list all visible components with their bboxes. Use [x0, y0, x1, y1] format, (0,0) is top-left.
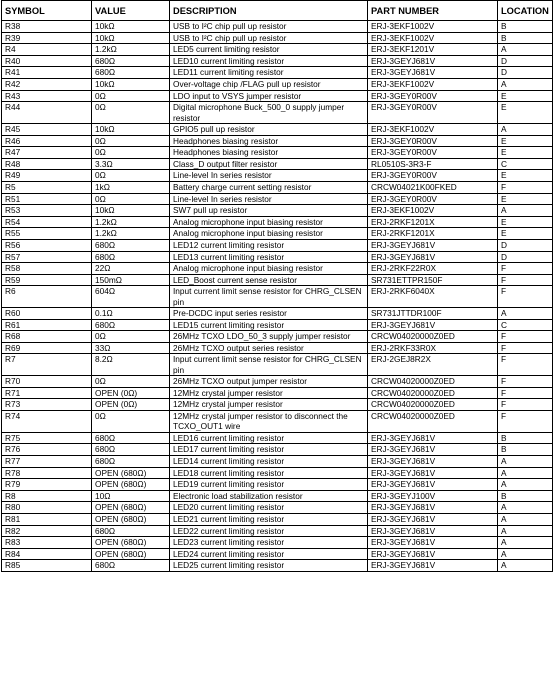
table-row — [2, 181, 553, 193]
bill-of-materials-table — [1, 0, 553, 572]
table-body — [2, 21, 553, 572]
part-number-cell: ERJ-3GEYJ681V — [368, 467, 498, 479]
value-cell: 0Ω — [92, 411, 170, 433]
location-cell: D — [498, 251, 553, 263]
description-cell: LED24 current limiting resistor — [170, 548, 368, 560]
location-cell: E — [498, 90, 553, 102]
part-number-cell: ERJ-3GEYJ681V — [368, 432, 498, 444]
table-row — [2, 560, 553, 572]
value-cell: 0.1Ω — [92, 308, 170, 320]
symbol-cell: R43 — [2, 90, 92, 102]
value-cell: OPEN (680Ω) — [92, 514, 170, 526]
part-number-cell: ERJ-2RKF6040X — [368, 286, 498, 308]
symbol-cell: R48 — [2, 158, 92, 170]
description-cell: 12MHz crystal jumper resistor — [170, 399, 368, 411]
description-cell: 26MHz TCXO output series resistor — [170, 342, 368, 354]
location-cell: F — [498, 387, 553, 399]
location-cell: E — [498, 170, 553, 182]
table-row — [2, 286, 553, 308]
table-row — [2, 102, 553, 124]
symbol-cell: R8 — [2, 490, 92, 502]
value-cell: 8.2Ω — [92, 354, 170, 376]
description-cell: SW7 pull up resistor — [170, 205, 368, 217]
symbol-cell: R79 — [2, 479, 92, 491]
description-cell: LED18 current limiting resistor — [170, 467, 368, 479]
description-cell: LED10 current limiting resistor — [170, 55, 368, 67]
description-cell: Battery charge current setting resistor — [170, 181, 368, 193]
value-cell: 10kΩ — [92, 205, 170, 217]
location-cell: A — [498, 537, 553, 549]
value-cell: 0Ω — [92, 331, 170, 343]
description-cell: Analog microphone input biasing resistor — [170, 263, 368, 275]
table-row — [2, 170, 553, 182]
description-cell: LED20 current limiting resistor — [170, 502, 368, 514]
description-cell: USB to I²C chip pull up resistor — [170, 21, 368, 33]
table-row — [2, 331, 553, 343]
description-cell: Electronic load stabilization resistor — [170, 490, 368, 502]
symbol-cell: R76 — [2, 444, 92, 456]
value-cell: 604Ω — [92, 286, 170, 308]
part-number-cell: ERJ-3GEYJ681V — [368, 319, 498, 331]
description-cell: 26MHz TCXO output jumper resistor — [170, 376, 368, 388]
symbol-cell: R54 — [2, 216, 92, 228]
description-cell: 12MHz crystal jumper resistor — [170, 387, 368, 399]
location-cell: F — [498, 331, 553, 343]
location-cell: A — [498, 479, 553, 491]
table-row — [2, 456, 553, 468]
value-cell: 10kΩ — [92, 21, 170, 33]
table-row — [2, 411, 553, 433]
location-cell: D — [498, 67, 553, 79]
table-header-row — [2, 1, 553, 21]
table-row — [2, 537, 553, 549]
table-row — [2, 251, 553, 263]
description-cell: Pre-DCDC input series resistor — [170, 308, 368, 320]
location-cell: E — [498, 147, 553, 159]
value-cell: 150mΩ — [92, 274, 170, 286]
symbol-cell: R58 — [2, 263, 92, 275]
table-row — [2, 274, 553, 286]
description-cell: Headphones biasing resistor — [170, 135, 368, 147]
location-cell: C — [498, 158, 553, 170]
symbol-cell: R39 — [2, 32, 92, 44]
symbol-cell: R40 — [2, 55, 92, 67]
value-cell: OPEN (680Ω) — [92, 479, 170, 491]
part-number-cell: ERJ-2RKF33R0X — [368, 342, 498, 354]
location-cell: A — [498, 525, 553, 537]
location-cell: A — [498, 78, 553, 90]
table-row — [2, 490, 553, 502]
column-header-location: LOCATION — [498, 1, 553, 21]
table-row — [2, 467, 553, 479]
table-row — [2, 342, 553, 354]
value-cell: 680Ω — [92, 560, 170, 572]
symbol-cell: R78 — [2, 467, 92, 479]
value-cell: 0Ω — [92, 376, 170, 388]
part-number-cell: ERJ-3EKF1002V — [368, 205, 498, 217]
description-cell: LED11 current limiting resistor — [170, 67, 368, 79]
location-cell: A — [498, 560, 553, 572]
description-cell: Input current limit sense resistor for CHRG_CLSEN pin — [170, 354, 368, 376]
value-cell: 0Ω — [92, 193, 170, 205]
symbol-cell: R61 — [2, 319, 92, 331]
part-number-cell: ERJ-3GEYJ681V — [368, 239, 498, 251]
part-number-cell: ERJ-3GEYJ681V — [368, 479, 498, 491]
symbol-cell: R59 — [2, 274, 92, 286]
part-number-cell: ERJ-2RKF1201X — [368, 228, 498, 240]
value-cell: 1.2kΩ — [92, 228, 170, 240]
symbol-cell: R49 — [2, 170, 92, 182]
symbol-cell: R46 — [2, 135, 92, 147]
location-cell: A — [498, 502, 553, 514]
value-cell: OPEN (680Ω) — [92, 548, 170, 560]
table-row — [2, 158, 553, 170]
description-cell: LED17 current limiting resistor — [170, 444, 368, 456]
part-number-cell: CRCW04020000Z0ED — [368, 331, 498, 343]
table-row — [2, 308, 553, 320]
symbol-cell: R6 — [2, 286, 92, 308]
value-cell: 0Ω — [92, 170, 170, 182]
location-cell: E — [498, 193, 553, 205]
description-cell: LED_Boost current sense resistor — [170, 274, 368, 286]
part-number-cell: CRCW04020000Z0ED — [368, 376, 498, 388]
symbol-cell: R53 — [2, 205, 92, 217]
description-cell: Analog microphone input biasing resistor — [170, 216, 368, 228]
value-cell: 680Ω — [92, 239, 170, 251]
value-cell: 0Ω — [92, 90, 170, 102]
description-cell: Digital microphone Buck_500_0 supply jumper resistor — [170, 102, 368, 124]
part-number-cell: ERJ-3GEYJ681V — [368, 514, 498, 526]
location-cell: E — [498, 135, 553, 147]
description-cell: Analog microphone input biasing resistor — [170, 228, 368, 240]
part-number-cell: ERJ-3GEY0R00V — [368, 90, 498, 102]
value-cell: 10kΩ — [92, 78, 170, 90]
location-cell: F — [498, 354, 553, 376]
symbol-cell: R80 — [2, 502, 92, 514]
part-number-cell: ERJ-3GEYJ681V — [368, 537, 498, 549]
table-row — [2, 479, 553, 491]
location-cell: F — [498, 286, 553, 308]
part-number-cell: ERJ-2GEJ8R2X — [368, 354, 498, 376]
location-cell: D — [498, 239, 553, 251]
location-cell: E — [498, 228, 553, 240]
value-cell: OPEN (680Ω) — [92, 467, 170, 479]
table-row — [2, 502, 553, 514]
table-row — [2, 44, 553, 56]
part-number-cell: ERJ-3GEYJ681V — [368, 502, 498, 514]
part-number-cell: ERJ-3GEYJ681V — [368, 548, 498, 560]
description-cell: LED19 current limiting resistor — [170, 479, 368, 491]
value-cell: 1.2kΩ — [92, 44, 170, 56]
symbol-cell: R56 — [2, 239, 92, 251]
description-cell: Over-voltage chip /FLAG pull up resistor — [170, 78, 368, 90]
symbol-cell: R57 — [2, 251, 92, 263]
symbol-cell: R55 — [2, 228, 92, 240]
value-cell: 0Ω — [92, 102, 170, 124]
part-number-cell: ERJ-3GEYJ100V — [368, 490, 498, 502]
location-cell: F — [498, 411, 553, 433]
symbol-cell: R44 — [2, 102, 92, 124]
value-cell: 22Ω — [92, 263, 170, 275]
value-cell: 1.2kΩ — [92, 216, 170, 228]
location-cell: A — [498, 123, 553, 135]
symbol-cell: R42 — [2, 78, 92, 90]
part-number-cell: ERJ-3GEYJ681V — [368, 251, 498, 263]
location-cell: A — [498, 456, 553, 468]
location-cell: D — [498, 55, 553, 67]
location-cell: B — [498, 32, 553, 44]
table-row — [2, 399, 553, 411]
table-row — [2, 514, 553, 526]
description-cell: LED13 current limiting resistor — [170, 251, 368, 263]
column-header-part-number: PART NUMBER — [368, 1, 498, 21]
description-cell: LED21 current limiting resistor — [170, 514, 368, 526]
value-cell: 680Ω — [92, 319, 170, 331]
description-cell: LED14 current limiting resistor — [170, 456, 368, 468]
location-cell: A — [498, 514, 553, 526]
column-header-value: VALUE — [92, 1, 170, 21]
part-number-cell: ERJ-3GEYJ681V — [368, 67, 498, 79]
value-cell: 680Ω — [92, 432, 170, 444]
table-row — [2, 147, 553, 159]
description-cell: LED25 current limiting resistor — [170, 560, 368, 572]
table-row — [2, 67, 553, 79]
symbol-cell: R60 — [2, 308, 92, 320]
table-row — [2, 444, 553, 456]
part-number-cell: ERJ-3GEY0R00V — [368, 193, 498, 205]
table-row — [2, 387, 553, 399]
description-cell: 12MHz crystal jumper resistor to disconnect the TCXO_OUT1 wire — [170, 411, 368, 433]
location-cell: E — [498, 216, 553, 228]
location-cell: F — [498, 181, 553, 193]
part-number-cell: ERJ-2RKF22R0X — [368, 263, 498, 275]
part-number-cell: CRCW04020000Z0ED — [368, 399, 498, 411]
value-cell: 10kΩ — [92, 123, 170, 135]
part-number-cell: CRCW04021K00FKED — [368, 181, 498, 193]
description-cell: Headphones biasing resistor — [170, 147, 368, 159]
location-cell: E — [498, 102, 553, 124]
table-row — [2, 319, 553, 331]
location-cell: B — [498, 21, 553, 33]
description-cell: GPIO5 pull up resistor — [170, 123, 368, 135]
part-number-cell: ERJ-3GEYJ681V — [368, 444, 498, 456]
table-row — [2, 135, 553, 147]
description-cell: LED5 current limiting resistor — [170, 44, 368, 56]
symbol-cell: R45 — [2, 123, 92, 135]
value-cell: 1kΩ — [92, 181, 170, 193]
part-number-cell: SR731JTTDR100F — [368, 308, 498, 320]
symbol-cell: R41 — [2, 67, 92, 79]
symbol-cell: R5 — [2, 181, 92, 193]
symbol-cell: R70 — [2, 376, 92, 388]
value-cell: OPEN (680Ω) — [92, 502, 170, 514]
symbol-cell: R7 — [2, 354, 92, 376]
value-cell: 10Ω — [92, 490, 170, 502]
symbol-cell: R71 — [2, 387, 92, 399]
table-row — [2, 239, 553, 251]
part-number-cell: ERJ-3GEYJ681V — [368, 456, 498, 468]
part-number-cell: ERJ-3EKF1002V — [368, 123, 498, 135]
location-cell: A — [498, 467, 553, 479]
value-cell: OPEN (0Ω) — [92, 399, 170, 411]
table-row — [2, 432, 553, 444]
symbol-cell: R51 — [2, 193, 92, 205]
part-number-cell: ERJ-3GEYJ681V — [368, 525, 498, 537]
value-cell: OPEN (680Ω) — [92, 537, 170, 549]
value-cell: 680Ω — [92, 67, 170, 79]
value-cell: 680Ω — [92, 525, 170, 537]
description-cell: 26MHz TCXO LDO_50_3 supply jumper resistor — [170, 331, 368, 343]
table-row — [2, 548, 553, 560]
value-cell: 0Ω — [92, 147, 170, 159]
value-cell: 33Ω — [92, 342, 170, 354]
location-cell: F — [498, 274, 553, 286]
description-cell: Line-level In series resistor — [170, 170, 368, 182]
value-cell: 680Ω — [92, 444, 170, 456]
symbol-cell: R73 — [2, 399, 92, 411]
symbol-cell: R82 — [2, 525, 92, 537]
description-cell: Line-level In series resistor — [170, 193, 368, 205]
description-cell: Class_D output filter resistor — [170, 158, 368, 170]
value-cell: 3.3Ω — [92, 158, 170, 170]
column-header-description: DESCRIPTION — [170, 1, 368, 21]
part-number-cell: ERJ-3EKF1002V — [368, 78, 498, 90]
table-row — [2, 216, 553, 228]
part-number-cell: ERJ-3EKF1201V — [368, 44, 498, 56]
part-number-cell: ERJ-3GEYJ681V — [368, 560, 498, 572]
table-row — [2, 55, 553, 67]
description-cell: LED22 current limiting resistor — [170, 525, 368, 537]
description-cell: USB to I²C chip pull up resistor — [170, 32, 368, 44]
symbol-cell: R75 — [2, 432, 92, 444]
part-number-cell: ERJ-3GEY0R00V — [368, 102, 498, 124]
symbol-cell: R47 — [2, 147, 92, 159]
description-cell: LDO input to VSYS jumper resistor — [170, 90, 368, 102]
symbol-cell: R84 — [2, 548, 92, 560]
symbol-cell: R74 — [2, 411, 92, 433]
part-number-cell: ERJ-3GEYJ681V — [368, 55, 498, 67]
value-cell: 680Ω — [92, 55, 170, 67]
symbol-cell: R83 — [2, 537, 92, 549]
location-cell: B — [498, 444, 553, 456]
location-cell: A — [498, 44, 553, 56]
part-number-cell: ERJ-3GEY0R00V — [368, 170, 498, 182]
table-row — [2, 123, 553, 135]
table-row — [2, 376, 553, 388]
description-cell: LED12 current limiting resistor — [170, 239, 368, 251]
symbol-cell: R4 — [2, 44, 92, 56]
location-cell: F — [498, 376, 553, 388]
table-row — [2, 205, 553, 217]
part-number-cell: SR731ETTPR150F — [368, 274, 498, 286]
part-number-cell: ERJ-2RKF1201X — [368, 216, 498, 228]
table-row — [2, 90, 553, 102]
location-cell: F — [498, 263, 553, 275]
table-row — [2, 78, 553, 90]
symbol-cell: R38 — [2, 21, 92, 33]
description-cell: Input current limit sense resistor for CHRG_CLSEN pin — [170, 286, 368, 308]
part-number-cell: ERJ-3EKF1002V — [368, 32, 498, 44]
part-number-cell: ERJ-3GEY0R00V — [368, 147, 498, 159]
location-cell: F — [498, 399, 553, 411]
symbol-cell: R69 — [2, 342, 92, 354]
table-row — [2, 21, 553, 33]
description-cell: LED23 current limiting resistor — [170, 537, 368, 549]
symbol-cell: R77 — [2, 456, 92, 468]
value-cell: 680Ω — [92, 251, 170, 263]
location-cell: C — [498, 319, 553, 331]
table-row — [2, 354, 553, 376]
part-number-cell: CRCW04020000Z0ED — [368, 411, 498, 433]
location-cell: A — [498, 308, 553, 320]
table-row — [2, 525, 553, 537]
location-cell: A — [498, 205, 553, 217]
location-cell: B — [498, 490, 553, 502]
location-cell: A — [498, 548, 553, 560]
value-cell: 0Ω — [92, 135, 170, 147]
part-number-cell: ERJ-3GEY0R00V — [368, 135, 498, 147]
column-header-symbol: SYMBOL — [2, 1, 92, 21]
symbol-cell: R81 — [2, 514, 92, 526]
value-cell: OPEN (0Ω) — [92, 387, 170, 399]
table-row — [2, 228, 553, 240]
table-row — [2, 193, 553, 205]
table-row — [2, 32, 553, 44]
table-row — [2, 263, 553, 275]
part-number-cell: ERJ-3EKF1002V — [368, 21, 498, 33]
value-cell: 10kΩ — [92, 32, 170, 44]
location-cell: F — [498, 342, 553, 354]
value-cell: 680Ω — [92, 456, 170, 468]
part-number-cell: RL0510S-3R3-F — [368, 158, 498, 170]
symbol-cell: R68 — [2, 331, 92, 343]
symbol-cell: R85 — [2, 560, 92, 572]
description-cell: LED15 current limiting resistor — [170, 319, 368, 331]
part-number-cell: CRCW04020000Z0ED — [368, 387, 498, 399]
description-cell: LED16 current limiting resistor — [170, 432, 368, 444]
location-cell: B — [498, 432, 553, 444]
